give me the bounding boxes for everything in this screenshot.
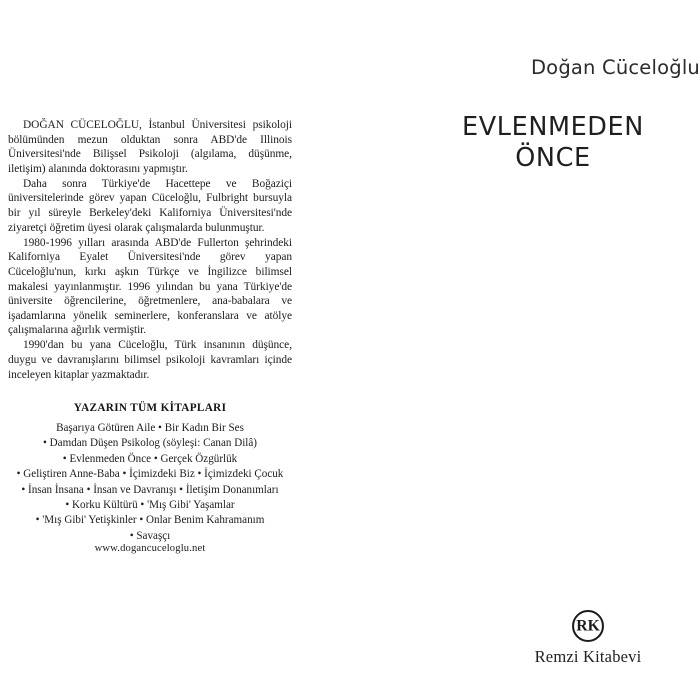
books-list-item: • 'Mış Gibi' Yetişkinler • Onlar Benim Kahramanım bbox=[35, 514, 265, 527]
books-list bbox=[8, 421, 292, 544]
cover-author-name: Doğan Cüceloğlu bbox=[530, 56, 700, 79]
books-list-item: • Korku Kültürü • 'Mış Gibi' Yaşamlar bbox=[65, 499, 235, 512]
books-list-item: Başarıya Götüren Aile • Bir Kadın Bir Ses bbox=[56, 422, 244, 434]
books-list-item: • Damdan Düşen Psikolog (söyleşi: Canan Dilâ) bbox=[42, 437, 258, 450]
cover-book-title-line-2: ÖNCE bbox=[515, 143, 591, 173]
bio-paragraph-4: 1990'dan bu yana Cüceloğlu, Türk insanının düşünce, duygu ve davranışlarını bilimsel psikoloji kavramları içinde inceleyen kitaplar yazmaktadır. bbox=[8, 339, 292, 381]
books-list-item: • Savaşçı bbox=[129, 529, 171, 542]
books-list-heading: YAZARIN TÜM KİTAPLARI bbox=[73, 402, 227, 414]
cover-book-title-line-1: EVLENMEDEN bbox=[462, 112, 644, 142]
bio-paragraph-1: DOĞAN CÜCELOĞLU, İstanbul Üniversitesi psikoloji bölümünden mezun olduktan sonra ABD'de Illinois Üniversitesi'nde Bilişsel Psikoloji (algılama, düşünme, iletişim) alanında doktorasını yapmıştır. bbox=[8, 119, 292, 175]
cover-book-title bbox=[388, 112, 700, 174]
author-website-url: www.dogancuceloglu.net bbox=[94, 543, 206, 554]
publisher-block bbox=[488, 609, 688, 667]
bio-paragraph-3: 1980-1996 yılları arasında ABD'de Fullerton şehrindeki Kaliforniya Eyalet Üniversitesi'nde görev yapan Cüceloğlu'nun, kırkı aşkın Türkçe ve İngilizce bilimsel makalesi yayınlanmıştır. 1996 yılından bu yana Türkiye'de üniversite öğrencilerine, öğretmenlere, ana-babalara ve işadamlarına yönelik seminerlere, konferanslara ve atölye çalışmalarına ağırlık vermiştir. bbox=[8, 236, 292, 337]
books-list-item: • İnsan İnsana • İnsan ve Davranışı • İletişim Donanımları bbox=[21, 483, 279, 496]
books-list-item: • Geliştiren Anne-Baba • İçimizdeki Biz • İçimizdeki Çocuk bbox=[16, 468, 284, 481]
bio-paragraph-2: Daha sonra Türkiye'de Hacettepe ve Boğaziçi üniversitelerinde görev yapan Cüceloğlu, Fulbright bursuyla bir yıl süreyle Berkeley'deki Kaliforniya Üniversitesi'nde ziyaretçi öğretim üyesi olarak çalışmalarda bulunmuştur. bbox=[8, 177, 292, 234]
front-cover-panel bbox=[330, 0, 700, 700]
remzi-kitabevi-logo-icon bbox=[571, 609, 605, 643]
publisher-name: Remzi Kitabevi bbox=[534, 647, 642, 666]
books-list-item: • Evlenmeden Önce • Gerçek Özgürlük bbox=[62, 452, 238, 465]
author-biography bbox=[8, 118, 292, 383]
back-cover-panel bbox=[0, 0, 330, 700]
publisher-monogram-text: RK bbox=[576, 617, 600, 635]
